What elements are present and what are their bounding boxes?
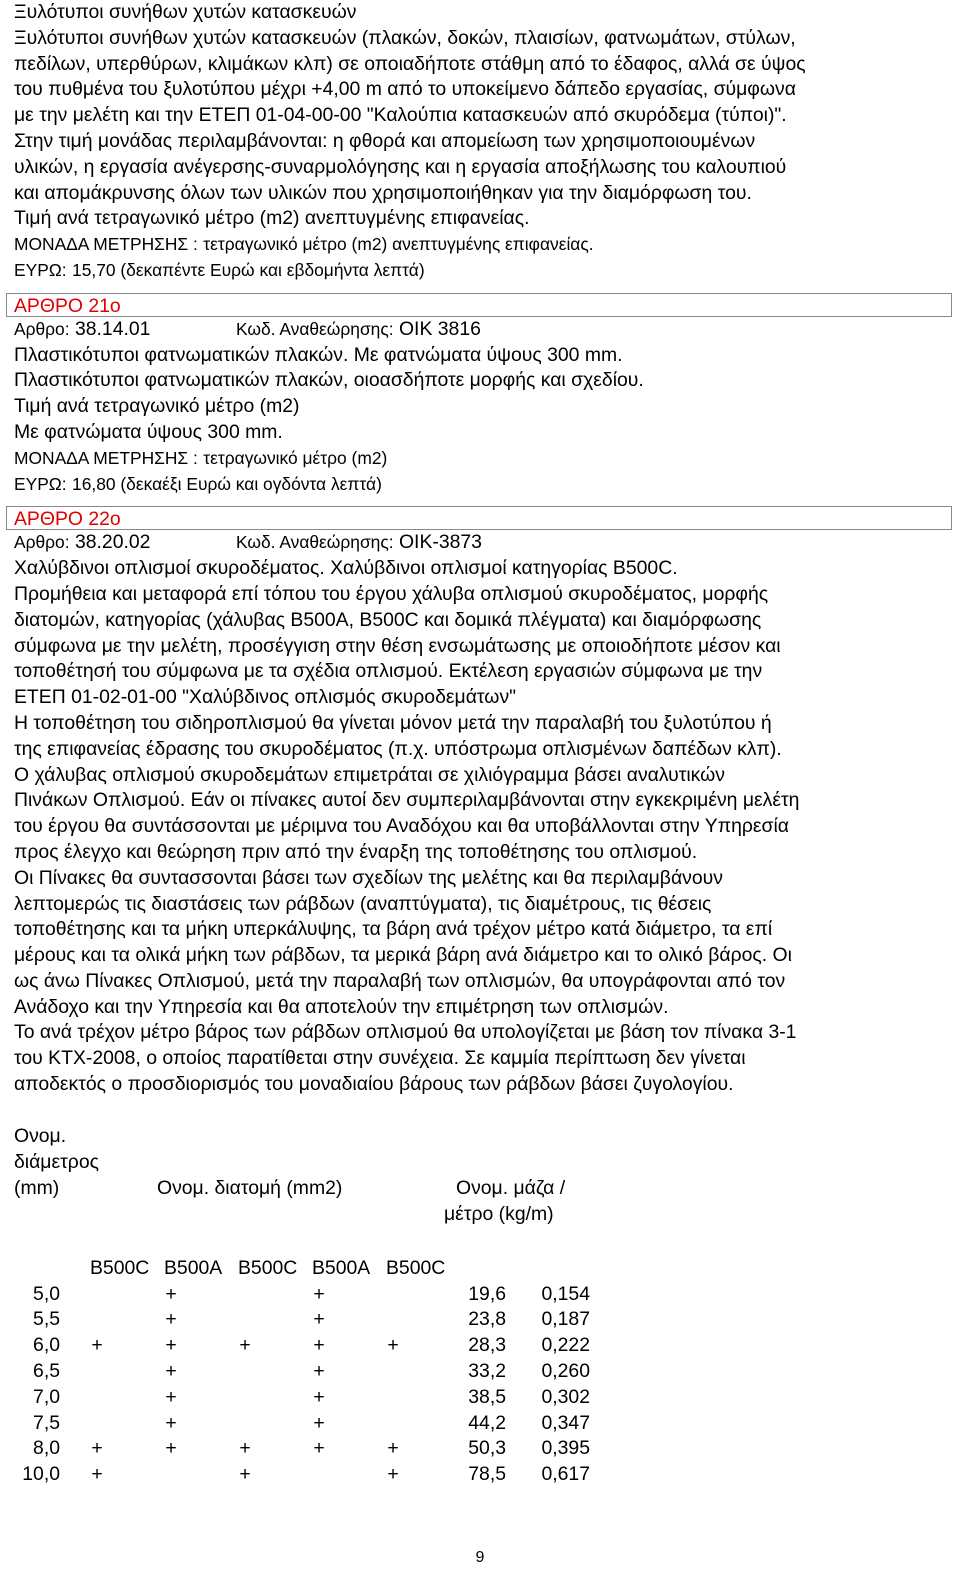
diameter-cell: 8,0 [33, 1437, 60, 1460]
diameter-cell: 5,0 [33, 1282, 60, 1305]
revision-code-value: ΟΙΚ-3873 [398, 531, 482, 554]
article-22-line: προς έλεγχο και θεώρηση πριν από την έναρξη της τοποθέτησης του οπλισμού. [14, 840, 698, 863]
area-cell: 28,3 [468, 1334, 506, 1357]
article-22-line: Η τοποθέτηση του σιδηροπλισμού θα γίνεται μόνον μετά την παραλαβή του ξυλοτύπου ή [14, 711, 772, 734]
article-22-line: διατομών, κατηγορίας (χάλυβας B500A, B500C και δομικά πλέγματα) και διαμόρφωσης [14, 608, 762, 631]
grade-header: B500C [90, 1256, 150, 1279]
mass-cell: 0,222 [541, 1334, 590, 1357]
grade-availability-cell: + [165, 1437, 177, 1460]
grade-availability-cell: + [239, 1463, 251, 1486]
document-page [14, 0, 954, 1488]
article-22-line: Χαλύβδινοι οπλισμοί σκυροδέματος. Χαλύβδινοι οπλισμοί κατηγορίας B500C. [14, 557, 678, 580]
article-21 [14, 293, 954, 498]
grade-availability-cell: + [91, 1463, 103, 1486]
article-22-line: τοποθέτησης και τα μήκη υπερκάλυψης, τα βάρη ανά τρέχον μέτρο κατά διάμετρο, τα επί [14, 918, 773, 941]
grade-availability-cell: + [313, 1308, 325, 1331]
table-row [14, 1436, 954, 1462]
article-22-line: μέρους και τα ολικά μήκη των ράβδων, τα μερικά βάρη ανά διάμετρο και το ολικό βάρος. Οι [14, 944, 792, 967]
grades-row [14, 1256, 954, 1282]
intro-line: πεδίλων, υπερθύρων, κλιμάκων κλπ) σε οποιαδήποτε στάθμη από το έδαφος, αλλά σε ύψος [14, 52, 806, 75]
header-diameter-line: διάμετρος [14, 1150, 99, 1173]
unit-line [14, 232, 954, 258]
article-22-line: Οι Πίνακες θα συντασσονται βάσει των σχεδίων της μελέτης και θα περιλαμβάνουν [14, 866, 723, 889]
article-22-header: ΑΡΘΡΟ 22ο [6, 506, 952, 530]
grade-availability-cell: + [387, 1437, 399, 1460]
article-22-line: Πινάκων Οπλισμού. Εάν οι πίνακες αυτοί δεν συμπεριλαμβάνονται στην εγκεκριμένη μελέτη [14, 789, 800, 812]
article-21-line: Πλαστικότυποι φατνωματικών πλακών, οιοασδήποτε μορφής και σχεδίου. [14, 369, 644, 392]
rebar-table [14, 1124, 954, 1488]
diameter-cell: 7,0 [33, 1385, 60, 1408]
area-cell: 78,5 [468, 1463, 506, 1486]
unit-value: τετραγωνικό μέτρο (m2) ανεπτυγμένης επιφανείας. [203, 234, 594, 255]
grade-header: B500A [164, 1256, 223, 1279]
euro-value: 15,70 (δεκαπέντε Ευρώ και εβδομήντα λεπτά) [72, 259, 425, 280]
area-cell: 23,8 [468, 1308, 506, 1331]
diameter-cell: 7,5 [33, 1411, 60, 1434]
grade-availability-cell: + [313, 1334, 325, 1357]
table-body [14, 1282, 954, 1488]
grade-availability-cell: + [313, 1385, 325, 1408]
grade-availability-cell: + [387, 1463, 399, 1486]
grade-availability-cell: + [91, 1334, 103, 1357]
area-cell: 33,2 [468, 1360, 506, 1383]
header-diameter-line: (mm) [14, 1176, 60, 1199]
table-header [14, 1124, 954, 1256]
article-22-line: της επιφανείας έδρασης του σκυροδέματος (π.χ. υπόστρωμα οπλισμένων δαπέδων κλπ). [14, 737, 782, 760]
euro-line [14, 472, 954, 498]
arthro-value: 38.20.02 [74, 531, 151, 554]
unit-value: τετραγωνικό μέτρο (m2) [203, 447, 388, 468]
intro-section [14, 0, 954, 284]
header-mass-line: Ονομ. μάζα / [456, 1176, 566, 1199]
euro-label: ΕΥΡΩ: [14, 259, 67, 280]
grade-availability-cell: + [165, 1282, 177, 1305]
area-cell: 38,5 [468, 1385, 506, 1408]
article-21-header: ΑΡΘΡΟ 21ο [6, 293, 952, 317]
article-22-line: του ΚΤΧ-2008, ο οποίος παρατίθεται στην συνέχεια. Σε καμμία περίπτωση δεν γίνεται [14, 1047, 746, 1070]
area-cell: 50,3 [468, 1437, 506, 1460]
revision-code-value: ΟΙΚ 3816 [398, 317, 481, 340]
grade-availability-cell: + [313, 1411, 325, 1434]
article-22-line: ΕΤΕΠ 01-02-01-00 "Χαλύβδινος οπλισμός σκυροδεμάτων" [14, 686, 517, 709]
revision-code-label: Κωδ. Αναθεώρησης: [236, 532, 394, 553]
area-cell: 44,2 [468, 1411, 506, 1434]
mass-cell: 0,154 [541, 1282, 590, 1305]
article-21-line: Τιμή ανά τετραγωνικό μέτρο (m2) [14, 395, 300, 418]
euro-label: ΕΥΡΩ: [14, 473, 67, 494]
grade-availability-cell: + [313, 1360, 325, 1383]
mass-cell: 0,302 [541, 1385, 590, 1408]
intro-line: και απομάκρυνσης όλων των υλικών που χρησιμοποιήθηκαν για την διαμόρφωση του. [14, 181, 752, 204]
grade-availability-cell: + [239, 1334, 251, 1357]
grade-availability-cell: + [165, 1411, 177, 1434]
article-22-line: Προμήθεια και μεταφορά επί τόπου του έργου χάλυβα οπλισμού σκυροδέματος, μορφής [14, 582, 769, 605]
revision-code-label: Κωδ. Αναθεώρησης: [236, 318, 394, 339]
grade-header: B500C [386, 1256, 446, 1279]
mass-cell: 0,187 [541, 1308, 590, 1331]
intro-line: με την μελέτη και την ΕΤΕΠ 01-04-00-00 "Καλούπια κατασκευών από σκυρόδεμα (τύποι)". [14, 104, 787, 127]
unit-label: ΜΟΝΑΔΑ ΜΕΤΡΗΣΗΣ : [14, 447, 198, 468]
grade-availability-cell: + [165, 1308, 177, 1331]
article-22-line: Το ανά τρέχον μέτρο βάρος των ράβδων οπλισμού θα υπολογίζεται με βάση τον πίνακα 3-1 [14, 1021, 797, 1044]
intro-line: Ξυλότυποι συνήθων χυτών κατασκευών [14, 1, 357, 23]
diameter-cell: 10,0 [22, 1463, 60, 1486]
diameter-cell: 5,5 [33, 1308, 60, 1331]
grade-availability-cell: + [165, 1334, 177, 1357]
article-21-meta [14, 317, 954, 343]
grade-availability-cell: + [239, 1437, 251, 1460]
unit-label: ΜΟΝΑΔΑ ΜΕΤΡΗΣΗΣ : [14, 234, 198, 255]
header-section: Ονομ. διατομή (mm2) [157, 1176, 343, 1199]
header-mass-line: μέτρο (kg/m) [444, 1202, 554, 1225]
article-22-line: σύμφωνα με την μελέτη, προσέγγιση στην θέση ενσωμάτωσης με οποιοδήποτε μέσον και [14, 634, 781, 657]
page-number: 9 [475, 1549, 485, 1566]
euro-value: 16,80 (δεκαέξι Ευρώ και ογδόντα λεπτά) [72, 473, 382, 494]
arthro-value: 38.14.01 [74, 317, 151, 340]
intro-line: Τιμή ανά τετραγωνικό μέτρο (m2) ανεπτυγμένης επιφανείας. [14, 207, 530, 230]
header-diameter-line: Ονομ. [14, 1124, 67, 1147]
article-22-line: αποδεκτός ο προσδιορισμός του μοναδιαίου βάρους των ράβδων βάσει ζυγολογίου. [14, 1073, 734, 1096]
grade-availability-cell: + [313, 1437, 325, 1460]
intro-line: Στην τιμή μονάδας περιλαμβάνονται: η φθορά και απομείωση των χρησιμοποιουμένων [14, 129, 756, 152]
table-row [14, 1282, 954, 1308]
mass-cell: 0,617 [541, 1463, 590, 1486]
diameter-cell: 6,0 [33, 1334, 60, 1357]
article-22-line: Ανάδοχο και την Υπηρεσία και θα αποτελούν την επιμέτρηση των οπλισμών. [14, 995, 669, 1018]
article-22-line: Ο χάλυβας οπλισμού σκυροδεμάτων επιμετράται σε χιλιόγραμμα βάσει αναλυτικών [14, 763, 725, 786]
table-row [14, 1333, 954, 1359]
table-row [14, 1359, 954, 1385]
revision-code [236, 317, 481, 343]
table-row [14, 1411, 954, 1437]
article-22-line: ως άνω Πίνακες Οπλισμού, μετά την παραλαβή των οπλισμών, θα υπογράφονται από τον [14, 969, 786, 992]
unit-line [14, 446, 954, 472]
grade-availability-cell: + [165, 1360, 177, 1383]
intro-line: του πυθμένα του ξυλοτύπου μέχρι +4,00 m από το υποκείμενο δάπεδο εργασίας, σύμφωνα [14, 78, 796, 101]
grade-header: B500A [312, 1256, 371, 1279]
diameter-cell: 6,5 [33, 1360, 60, 1383]
grade-availability-cell: + [313, 1282, 325, 1305]
article-21-line: Πλαστικότυποι φατνωματικών πλακών. Με φατνώματα ύψους 300 mm. [14, 343, 623, 366]
mass-cell: 0,347 [541, 1411, 590, 1434]
grade-availability-cell: + [165, 1385, 177, 1408]
article-22 [14, 506, 954, 1098]
table-row [14, 1385, 954, 1411]
table-row [14, 1307, 954, 1333]
arthro-label: Αρθρο: [14, 318, 70, 339]
intro-line: Ξυλότυποι συνήθων χυτών κατασκευών (πλακών, δοκών, πλαισίων, φατνωμάτων, στύλων, [14, 26, 796, 49]
arthro-label: Αρθρο: [14, 532, 70, 553]
mass-cell: 0,260 [541, 1360, 590, 1383]
grade-availability-cell: + [91, 1437, 103, 1460]
grade-availability-cell: + [387, 1334, 399, 1357]
article-22-line: τοποθέτησή του σύμφωνα με τα σχέδια οπλισμού. Εκτέλεση εργασιών σύμφωνα με την [14, 660, 763, 683]
spacer [14, 1098, 954, 1124]
article-21-line: Με φατνώματα ύψους 300 mm. [14, 420, 283, 443]
grade-header: B500C [238, 1256, 298, 1279]
article-22-line: του έργου θα συντάσσονται με μέριμνα του Αναδόχου και θα υποβάλλονται στην Υπηρεσία [14, 815, 790, 838]
euro-line [14, 258, 954, 284]
area-cell: 19,6 [468, 1282, 506, 1305]
revision-code [236, 530, 482, 556]
article-22-line: λεπτομερώς τις διαστάσεις των ράβδων (αναπτύγματα), τις διαμέτρους, τις θέσεις [14, 892, 712, 915]
intro-line: υλικών, η εργασία ανέγερσης-συναρμολόγησης και η εργασία αποξήλωσης του καλουπιού [14, 155, 787, 178]
table-row [14, 1462, 954, 1488]
mass-cell: 0,395 [541, 1437, 590, 1460]
article-22-meta [14, 530, 954, 556]
